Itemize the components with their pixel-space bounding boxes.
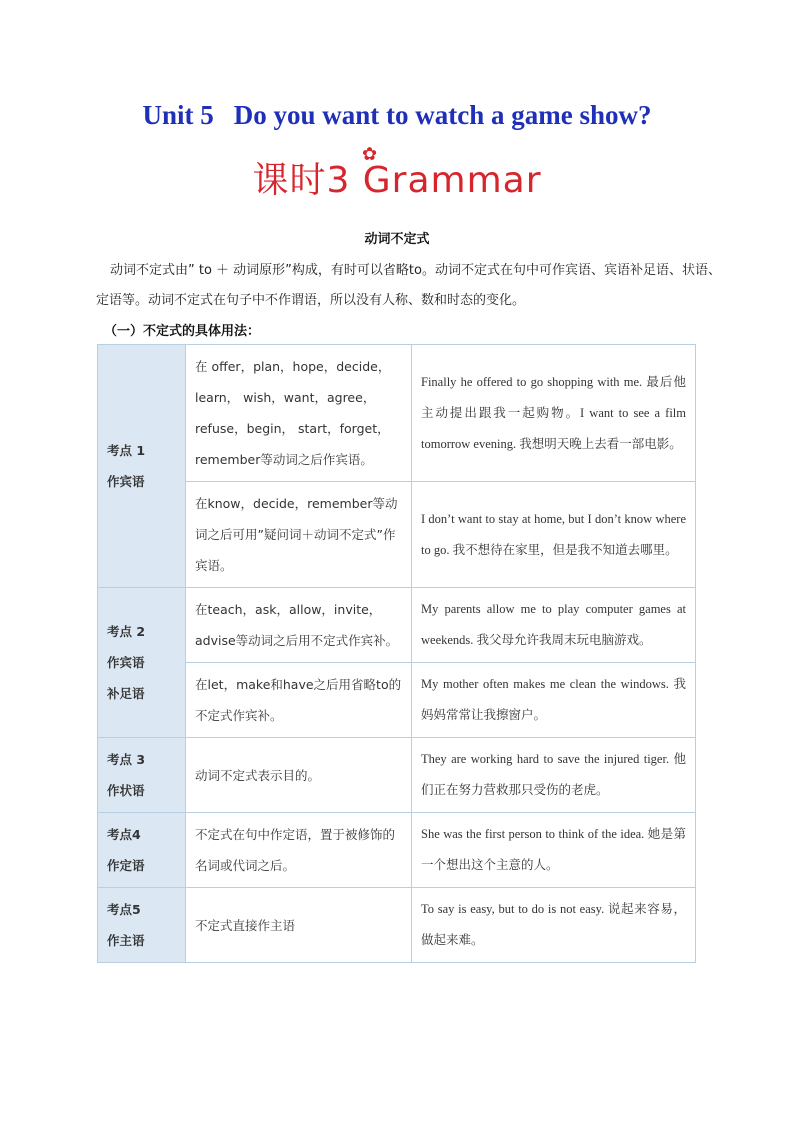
table-row (98, 663, 696, 738)
table-row (98, 588, 696, 663)
page-title (0, 100, 794, 131)
point-label: 考点 3 (107, 752, 146, 767)
lesson-banner (0, 144, 794, 203)
usage-cell: 不定式在句中作定语，置于被修饰的名词或代词之后。 (186, 813, 412, 888)
table-row (98, 738, 696, 813)
point-label: 考点5 (107, 902, 141, 917)
section-heading: 动词不定式 (364, 232, 430, 247)
usage-cell: 不定式直接作主语 (186, 888, 412, 963)
role-label: 作定语 (107, 858, 145, 873)
unit-label: Unit 5 (142, 100, 214, 130)
point-label: 考点 2 (107, 624, 146, 639)
example-cell: My mother often makes me clean the windows. 我妈妈常常让我擦窗户。 (412, 663, 696, 738)
unit-title: Do you want to watch a game show? (233, 100, 652, 130)
point-label: 考点 1 (107, 443, 146, 458)
point-label: 考点4 (107, 827, 141, 842)
example-cell: Finally he offered to go shopping with me. 最后他主动提出跟我一起购物。I want to see a film tomorrow evening. 我想明天晚上去看一部电影。 (412, 345, 696, 482)
point-cell (98, 738, 186, 813)
table-row (98, 888, 696, 963)
role-label: 作主语 (107, 933, 145, 948)
example-cell: I don’t want to stay at home, but I don’t know where to go. 我不想待在家里，但是我不知道去哪里。 (412, 482, 696, 588)
usage-cell: 动词不定式表示目的。 (186, 738, 412, 813)
example-cell: She was the first person to think of the idea. 她是第一个想出这个主意的人。 (412, 813, 696, 888)
example-cell: They are working hard to save the injured tiger. 他们正在努力营救那只受伤的老虎。 (412, 738, 696, 813)
usage-cell: 在know，decide，remember等动词之后可用”疑问词＋动词不定式”作宾语。 (186, 482, 412, 588)
usage-cell: 在 offer，plan，hope，decide，learn， wish，want，agree，refuse，begin， start，forget，remember等动词之后作宾语。 (186, 345, 412, 482)
usage-cell: 在let，make和have之后用省略to的不定式作宾补。 (186, 663, 412, 738)
example-cell: My parents allow me to play computer games at weekends. 我父母允许我周末玩电脑游戏。 (412, 588, 696, 663)
grammar-table (97, 344, 696, 963)
point-cell (98, 888, 186, 963)
role-label: 作宾语 (107, 655, 145, 670)
subheading: （一）不定式的具体用法： (104, 324, 261, 339)
table-row (98, 813, 696, 888)
intro-paragraph: 动词不定式由” to ＋ 动词原形”构成，有时可以省略to。动词不定式在句中可作宾语、宾语补足语、状语、定语等。动词不定式在句子中不作谓语，所以没有人称、数和时态的变化。 (96, 263, 721, 308)
example-cell: To say is easy, but to do is not easy. 说起来容易，做起来难。 (412, 888, 696, 963)
role-label-line2: 补足语 (107, 686, 145, 701)
flower-icon: ✿ (362, 144, 379, 165)
lesson-label: 课时3 Grammar (252, 160, 542, 201)
point-cell (98, 588, 186, 738)
point-cell (98, 345, 186, 588)
usage-cell: 在teach，ask，allow，invite，advise等动词之后用不定式作宾补。 (186, 588, 412, 663)
role-label: 作状语 (107, 783, 145, 798)
role-label: 作宾语 (107, 474, 145, 489)
table-row (98, 345, 696, 482)
table-row (98, 482, 696, 588)
point-cell (98, 813, 186, 888)
